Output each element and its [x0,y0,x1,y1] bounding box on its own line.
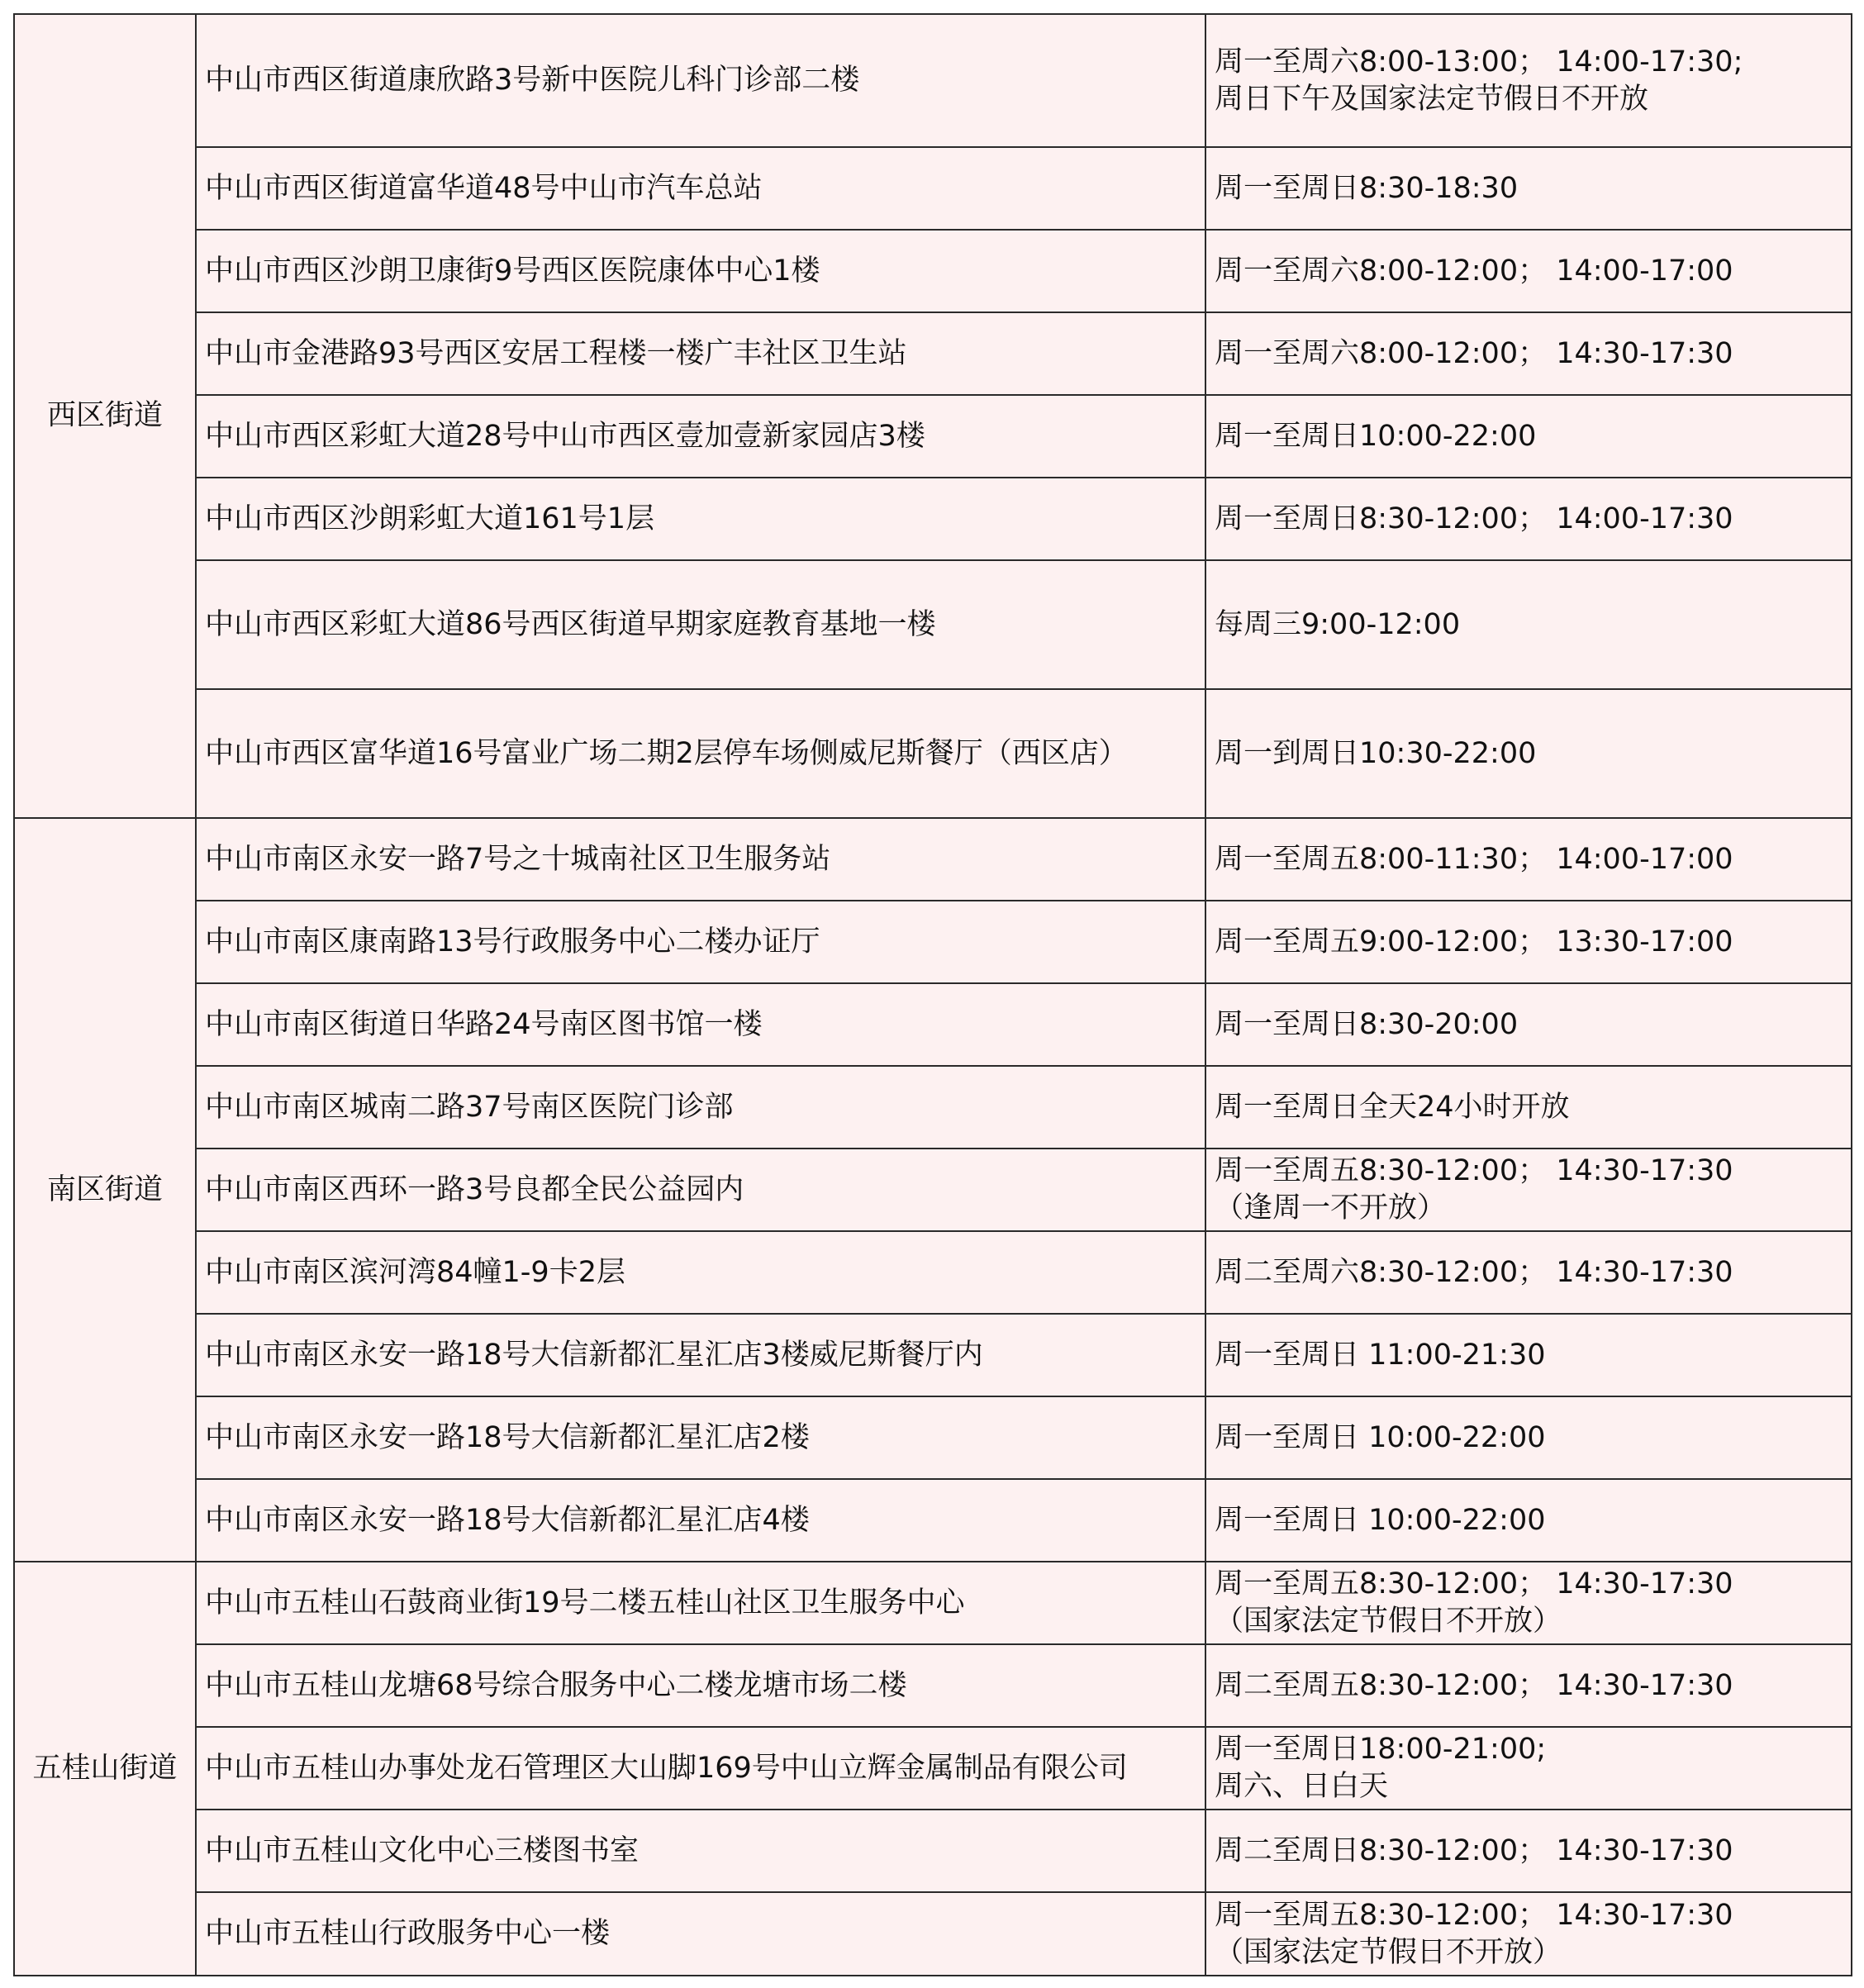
table-row [14,818,1852,901]
hours-cell [1205,312,1852,395]
hours-text: 周二至周六8:30-12:00； 14:30-17:30 [1215,1255,1733,1289]
hours-cell [1205,1314,1852,1396]
hours-cell [1205,1644,1852,1727]
address-text: 中山市五桂山石鼓商业街19号二楼五桂山社区卫生服务中心 [205,1586,965,1619]
hours-text: 周六、日白天 [1215,1770,1389,1803]
table-row [14,901,1852,983]
table-row [14,983,1852,1066]
hours-cell [1205,395,1852,478]
hours-text: 周日下午及国家法定节假日不开放 [1215,82,1649,116]
table-row [14,312,1852,395]
table-row [14,1479,1852,1562]
hours-text: （国家法定节假日不开放） [1215,1935,1562,1969]
hours-cell [1205,1231,1852,1314]
district-label: 南区街道 [46,1172,163,1206]
address-text: 中山市西区富华道16号富业广场二期2层停车场侧威尼斯餐厅（西区店） [205,736,1128,770]
service-points-table [13,13,1852,1976]
address-cell [196,1231,1205,1314]
address-cell [196,560,1205,689]
address-text: 中山市南区永安一路18号大信新都汇星汇店2楼 [205,1420,810,1454]
address-text: 中山市南区永安一路7号之十城南社区卫生服务站 [205,842,831,876]
table-row [14,14,1852,147]
address-cell [196,1396,1205,1479]
address-cell [196,1314,1205,1396]
hours-cell [1205,1396,1852,1479]
hours-cell [1205,1562,1852,1644]
address-cell [196,818,1205,901]
hours-text: 周一至周五8:30-12:00； 14:30-17:30 [1215,1154,1733,1187]
hours-text: 周二至周五8:30-12:00； 14:30-17:30 [1215,1668,1733,1702]
hours-cell [1205,1066,1852,1149]
address-cell [196,1149,1205,1231]
address-cell [196,1066,1205,1149]
address-text: 中山市五桂山行政服务中心一楼 [205,1917,611,1950]
table-row [14,1810,1852,1892]
hours-cell [1205,689,1852,818]
hours-cell [1205,1727,1852,1810]
address-text: 中山市西区街道康欣路3号新中医院儿科门诊部二楼 [205,64,860,97]
hours-cell [1205,1149,1852,1231]
table-body [14,14,1852,1976]
hours-cell [1205,983,1852,1066]
address-cell [196,689,1205,818]
address-cell [196,478,1205,560]
address-text: 中山市西区沙朗卫康街9号西区医院康体中心1楼 [205,254,820,288]
address-cell [196,14,1205,147]
address-cell [196,1479,1205,1562]
table-row [14,1314,1852,1396]
hours-text: （国家法定节假日不开放） [1215,1605,1562,1638]
hours-text: 周一至周五8:00-11:30； 14:00-17:00 [1215,842,1733,876]
address-cell [196,1810,1205,1892]
district-cell [14,818,196,1562]
table-row [14,395,1852,478]
hours-cell [1205,901,1852,983]
address-text: 中山市五桂山文化中心三楼图书室 [205,1833,640,1867]
table-row [14,230,1852,312]
hours-text: 周一至周五8:30-12:00； 14:30-17:30 [1215,1567,1733,1600]
hours-text: 周一至周日18:00-21:00; [1215,1733,1547,1766]
address-cell [196,147,1205,230]
hours-text: 周一至周日8:30-18:30 [1215,171,1519,205]
hours-text: 周一至周五9:00-12:00； 13:30-17:00 [1215,925,1733,958]
hours-text: 周一至周六8:00-12:00； 14:00-17:00 [1215,254,1733,288]
hours-cell [1205,478,1852,560]
address-text: 中山市南区永安一路18号大信新都汇星汇店4楼 [205,1503,810,1537]
table-row [14,478,1852,560]
hours-text: 周一至周日8:30-12:00； 14:00-17:30 [1215,502,1733,535]
address-cell [196,1644,1205,1727]
table-row [14,1727,1852,1810]
hours-text: 周一至周六8:00-12:00； 14:30-17:30 [1215,336,1733,370]
table-row [14,1231,1852,1314]
hours-text: 周一至周日 10:00-22:00 [1215,1420,1546,1454]
address-cell [196,395,1205,478]
hours-text: 周一至周六8:00-13:00； 14:00-17:30; [1215,45,1743,78]
address-cell [196,983,1205,1066]
hours-text: （逢周一不开放） [1215,1191,1447,1225]
address-text: 中山市南区永安一路18号大信新都汇星汇店3楼威尼斯餐厅内 [205,1338,983,1372]
hours-text: 周一到周日10:30-22:00 [1215,736,1537,770]
address-text: 中山市五桂山龙塘68号综合服务中心二楼龙塘市场二楼 [205,1668,907,1702]
hours-text: 周二至周日8:30-12:00； 14:30-17:30 [1215,1833,1733,1867]
address-text: 中山市南区街道日华路24号南区图书馆一楼 [205,1007,763,1041]
address-text: 中山市南区西环一路3号良都全民公益园内 [205,1172,744,1206]
address-cell [196,230,1205,312]
hours-cell [1205,560,1852,689]
hours-cell [1205,147,1852,230]
hours-text: 周一至周日全天24小时开放 [1215,1090,1570,1124]
table-row [14,1892,1852,1976]
address-cell [196,1892,1205,1976]
address-cell [196,1562,1205,1644]
district-cell [14,14,196,818]
table-row [14,1066,1852,1149]
hours-text: 周一至周日 11:00-21:30 [1215,1338,1546,1372]
address-cell [196,901,1205,983]
table-row [14,689,1852,818]
address-text: 中山市金港路93号西区安居工程楼一楼广丰社区卫生站 [205,336,907,370]
hours-text: 周一至周日8:30-20:00 [1215,1007,1519,1041]
hours-text: 周一至周日10:00-22:00 [1215,419,1537,453]
hours-text: 每周三9:00-12:00 [1215,607,1461,641]
table-row [14,1149,1852,1231]
address-text: 中山市南区滨河湾84幢1-9卡2层 [205,1255,625,1289]
address-text: 中山市西区街道富华道48号中山市汽车总站 [205,171,763,205]
address-cell [196,312,1205,395]
address-text: 中山市西区彩虹大道86号西区街道早期家庭教育基地一楼 [205,607,936,641]
table-row [14,560,1852,689]
table-row [14,1644,1852,1727]
address-text: 中山市南区康南路13号行政服务中心二楼办证厅 [205,925,820,958]
hours-cell [1205,1810,1852,1892]
district-label: 五桂山街道 [32,1752,178,1785]
address-text: 中山市五桂山办事处龙石管理区大山脚169号中山立辉金属制品有限公司 [205,1751,1128,1785]
address-text: 中山市南区城南二路37号南区医院门诊部 [205,1090,734,1124]
hours-cell [1205,230,1852,312]
address-cell [196,1727,1205,1810]
hours-cell [1205,14,1852,147]
address-text: 中山市西区彩虹大道28号中山市西区壹加壹新家园店3楼 [205,419,925,453]
hours-text: 周一至周日 10:00-22:00 [1215,1503,1546,1537]
address-text: 中山市西区沙朗彩虹大道161号1层 [205,502,655,535]
table-row [14,147,1852,230]
hours-cell [1205,1892,1852,1976]
hours-cell [1205,818,1852,901]
hours-cell [1205,1479,1852,1562]
district-label: 西区街道 [46,399,163,432]
district-cell [14,1562,196,1976]
hours-text: 周一至周五8:30-12:00； 14:30-17:30 [1215,1898,1733,1932]
table-row [14,1396,1852,1479]
table-row [14,1562,1852,1644]
